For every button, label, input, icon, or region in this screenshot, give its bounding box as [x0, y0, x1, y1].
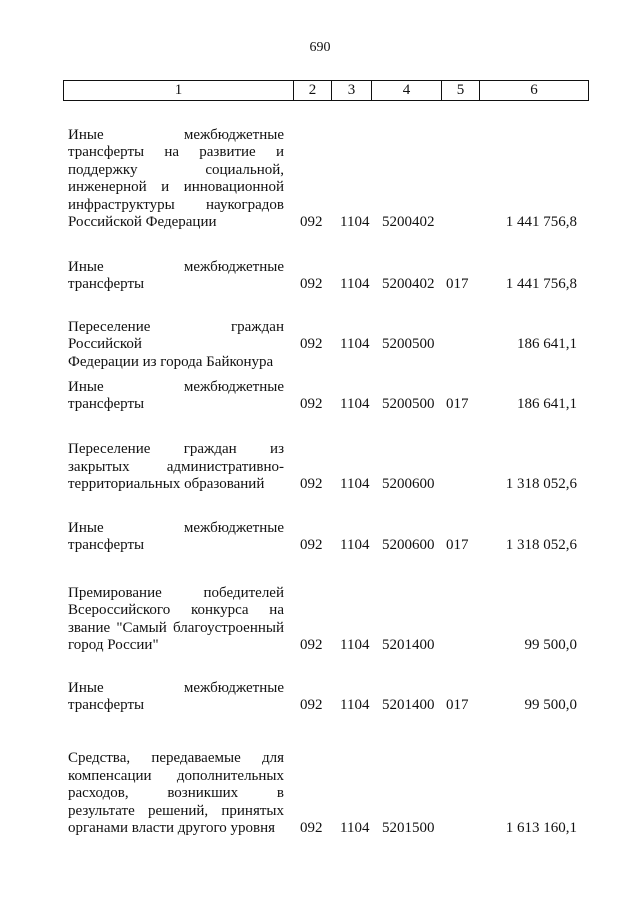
- row-name-line: Иные межбюджетные: [68, 378, 284, 395]
- row-name-line: Всероссийского конкурса на: [68, 602, 284, 618]
- ministry-code: 092: [300, 637, 323, 653]
- ministry-code: 092: [300, 476, 323, 492]
- row-name: [68, 259, 284, 294]
- amount: 1 318 052,6: [505, 476, 577, 492]
- row-name: [68, 441, 284, 494]
- target-code: 5201500: [382, 820, 435, 836]
- page-number: 690: [309, 40, 331, 55]
- row-name-line: инженерной и инновационной: [68, 179, 284, 195]
- amount: 1 318 052,6: [505, 537, 577, 553]
- amount: 186 641,1: [517, 336, 577, 352]
- row-name-line: трансферты: [68, 396, 145, 412]
- column-header-1: 1: [64, 81, 294, 101]
- amount: 1 613 160,1: [505, 820, 577, 836]
- column-header-table: [63, 80, 589, 101]
- row-name-line: звание "Самый благоустроенный: [68, 619, 284, 636]
- ministry-code: 092: [300, 336, 323, 352]
- target-code: 5201400: [382, 637, 435, 653]
- row-name-line: трансферты: [68, 537, 145, 553]
- ministry-code: 092: [300, 820, 323, 836]
- column-header-4: 4: [372, 81, 442, 101]
- row-name-line: Иные межбюджетные: [68, 258, 284, 275]
- row-name-line: Средства, передаваемые для: [68, 750, 284, 766]
- column-header-3: 3: [332, 81, 372, 101]
- target-code: 5200402: [382, 276, 435, 292]
- ministry-code: 092: [300, 537, 323, 553]
- row-name-line: Переселение граждан Российской: [68, 318, 284, 352]
- column-header-2: 2: [294, 81, 332, 101]
- row-name-line: результате решений, принятых: [68, 802, 284, 819]
- row-name-line: трансферты на развитие и: [68, 144, 284, 160]
- row-name-line: поддержку социальной,: [68, 161, 284, 178]
- row-name-line: Федерации из города Байконура: [68, 353, 274, 370]
- row-name: [68, 127, 284, 232]
- target-code: 5201400: [382, 697, 435, 713]
- column-header-5: 5: [442, 81, 480, 101]
- target-code: 5200600: [382, 476, 435, 492]
- column-header-row: [64, 81, 589, 101]
- section-code: 1104: [340, 336, 370, 352]
- ministry-code: 092: [300, 697, 323, 713]
- row-name-line: органами власти другого уровня: [68, 820, 276, 836]
- expense-type-code: 017: [446, 537, 469, 553]
- expense-type-code: 017: [446, 697, 469, 713]
- row-name: [68, 680, 284, 715]
- row-name: [68, 750, 284, 838]
- row-name-line: Иные межбюджетные: [68, 519, 284, 536]
- section-code: 1104: [340, 214, 370, 230]
- row-name-line: Премирование победителей: [68, 584, 284, 601]
- row-name-line: расходов, возникших в: [68, 785, 284, 801]
- amount: 1 441 756,8: [505, 276, 577, 292]
- row-name: [68, 520, 284, 555]
- section-code: 1104: [340, 637, 370, 653]
- amount: 1 441 756,8: [505, 214, 577, 230]
- row-name-line: город России": [68, 637, 159, 653]
- ministry-code: 092: [300, 214, 323, 230]
- row-name-line: Переселение граждан из: [68, 441, 284, 457]
- target-code: 5200600: [382, 537, 435, 553]
- ministry-code: 092: [300, 396, 323, 412]
- row-name-line: территориальных образований: [68, 476, 265, 492]
- target-code: 5200500: [382, 396, 435, 412]
- row-name: [68, 379, 284, 414]
- row-name-line: трансферты: [68, 276, 145, 292]
- section-code: 1104: [340, 396, 370, 412]
- row-name: [68, 319, 284, 372]
- target-code: 5200500: [382, 336, 435, 352]
- row-name-line: инфраструктуры наукоградов: [68, 196, 284, 213]
- expense-type-code: 017: [446, 276, 469, 292]
- column-header-6: 6: [480, 81, 589, 101]
- row-name-line: Иные межбюджетные: [68, 679, 284, 696]
- amount: 186 641,1: [517, 396, 577, 412]
- section-code: 1104: [340, 697, 370, 713]
- row-name-line: закрытых административно-: [68, 458, 284, 475]
- expense-type-code: 017: [446, 396, 469, 412]
- section-code: 1104: [340, 537, 370, 553]
- amount: 99 500,0: [524, 637, 577, 653]
- section-code: 1104: [340, 476, 370, 492]
- amount: 99 500,0: [524, 697, 577, 713]
- row-name-line: трансферты: [68, 697, 145, 713]
- row-name-line: Иные межбюджетные: [68, 126, 284, 143]
- target-code: 5200402: [382, 214, 435, 230]
- section-code: 1104: [340, 820, 370, 836]
- ministry-code: 092: [300, 276, 323, 292]
- row-name: [68, 585, 284, 655]
- row-name-line: компенсации дополнительных: [68, 767, 284, 784]
- row-name-line: Российской Федерации: [68, 214, 217, 230]
- section-code: 1104: [340, 276, 370, 292]
